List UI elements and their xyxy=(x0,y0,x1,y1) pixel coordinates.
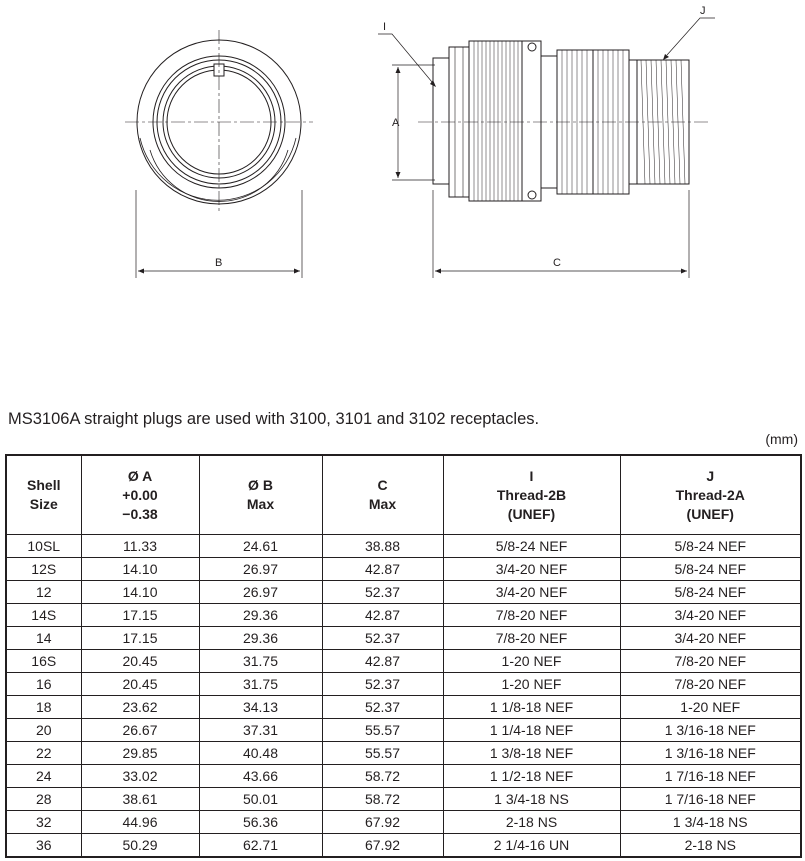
table-header-row xyxy=(6,455,801,535)
cell-dia-b: 43.66 xyxy=(199,765,322,788)
cell-shell-size: 16 xyxy=(6,673,81,696)
cell-i-thread: 3/4-20 NEF xyxy=(443,558,620,581)
cell-dia-b: 62.71 xyxy=(199,834,322,858)
cell-c-max: 58.72 xyxy=(322,788,443,811)
cell-dia-a: 20.45 xyxy=(81,673,199,696)
cell-shell-size: 18 xyxy=(6,696,81,719)
cell-j-thread: 1 3/16-18 NEF xyxy=(620,742,801,765)
cell-dia-b: 26.97 xyxy=(199,558,322,581)
cell-dia-b: 34.13 xyxy=(199,696,322,719)
cell-shell-size: 24 xyxy=(6,765,81,788)
cell-dia-b: 31.75 xyxy=(199,650,322,673)
label-b: B xyxy=(215,257,223,269)
cell-j-thread: 7/8-20 NEF xyxy=(620,673,801,696)
cell-c-max: 52.37 xyxy=(322,627,443,650)
table-row xyxy=(6,696,801,719)
cell-c-max: 67.92 xyxy=(322,834,443,858)
table-row xyxy=(6,627,801,650)
table-body xyxy=(6,535,801,858)
cell-i-thread: 1 1/4-18 NEF xyxy=(443,719,620,742)
table-row xyxy=(6,604,801,627)
cell-dia-a: 29.85 xyxy=(81,742,199,765)
cell-i-thread: 1-20 NEF xyxy=(443,650,620,673)
header-dia-a: Ø A +0.00 −0.38 xyxy=(81,455,199,535)
label-j: J xyxy=(700,5,706,17)
header-dia-b: Ø B Max xyxy=(199,455,322,535)
side-view xyxy=(378,18,715,278)
header-i-thread: I Thread-2B (UNEF) xyxy=(443,455,620,535)
cell-dia-a: 17.15 xyxy=(81,604,199,627)
cell-c-max: 67.92 xyxy=(322,811,443,834)
cell-j-thread: 3/4-20 NEF xyxy=(620,627,801,650)
cell-j-thread: 5/8-24 NEF xyxy=(620,558,801,581)
cell-shell-size: 12S xyxy=(6,558,81,581)
cell-dia-b: 56.36 xyxy=(199,811,322,834)
label-i: I xyxy=(383,21,387,33)
cell-i-thread: 7/8-20 NEF xyxy=(443,627,620,650)
cell-dia-a: 38.61 xyxy=(81,788,199,811)
cell-shell-size: 10SL xyxy=(6,535,81,558)
cell-i-thread: 2-18 NS xyxy=(443,811,620,834)
cell-shell-size: 36 xyxy=(6,834,81,858)
cell-j-thread: 1-20 NEF xyxy=(620,696,801,719)
cell-dia-a: 26.67 xyxy=(81,719,199,742)
cell-c-max: 58.72 xyxy=(322,765,443,788)
cell-i-thread: 3/4-20 NEF xyxy=(443,581,620,604)
cell-shell-size: 14S xyxy=(6,604,81,627)
cell-c-max: 52.37 xyxy=(322,696,443,719)
label-a: A xyxy=(392,117,400,129)
table-row xyxy=(6,558,801,581)
table-row xyxy=(6,535,801,558)
header-j-thread: J Thread-2A (UNEF) xyxy=(620,455,801,535)
cell-shell-size: 14 xyxy=(6,627,81,650)
cell-dia-a: 14.10 xyxy=(81,558,199,581)
cell-j-thread: 2-18 NS xyxy=(620,834,801,858)
cell-dia-b: 24.61 xyxy=(199,535,322,558)
cell-j-thread: 1 3/16-18 NEF xyxy=(620,719,801,742)
cell-i-thread: 1 3/8-18 NEF xyxy=(443,742,620,765)
cell-c-max: 42.87 xyxy=(322,604,443,627)
table-row xyxy=(6,650,801,673)
cell-j-thread: 1 3/4-18 NS xyxy=(620,811,801,834)
cell-dia-b: 37.31 xyxy=(199,719,322,742)
header-shell-size: Shell Size xyxy=(6,455,81,535)
cell-dia-b: 50.01 xyxy=(199,788,322,811)
cell-dia-b: 31.75 xyxy=(199,673,322,696)
cell-i-thread: 1 1/2-18 NEF xyxy=(443,765,620,788)
cell-j-thread: 3/4-20 NEF xyxy=(620,604,801,627)
table-row xyxy=(6,581,801,604)
cell-dia-a: 14.10 xyxy=(81,581,199,604)
cell-shell-size: 28 xyxy=(6,788,81,811)
cell-c-max: 42.87 xyxy=(322,558,443,581)
cell-dia-a: 11.33 xyxy=(81,535,199,558)
table-row xyxy=(6,811,801,834)
dimension-table xyxy=(5,454,802,858)
table-row xyxy=(6,742,801,765)
table-row xyxy=(6,834,801,858)
cell-c-max: 38.88 xyxy=(322,535,443,558)
cell-dia-a: 17.15 xyxy=(81,627,199,650)
cell-shell-size: 20 xyxy=(6,719,81,742)
cell-c-max: 55.57 xyxy=(322,719,443,742)
cell-c-max: 55.57 xyxy=(322,742,443,765)
cell-i-thread: 7/8-20 NEF xyxy=(443,604,620,627)
technical-drawing xyxy=(0,0,805,300)
cell-i-thread: 5/8-24 NEF xyxy=(443,535,620,558)
cell-dia-b: 29.36 xyxy=(199,627,322,650)
unit-label: (mm) xyxy=(765,431,798,447)
cell-j-thread: 5/8-24 NEF xyxy=(620,535,801,558)
cell-c-max: 42.87 xyxy=(322,650,443,673)
cell-dia-a: 33.02 xyxy=(81,765,199,788)
cell-shell-size: 12 xyxy=(6,581,81,604)
front-view xyxy=(125,30,313,278)
cell-dia-a: 23.62 xyxy=(81,696,199,719)
cell-shell-size: 22 xyxy=(6,742,81,765)
cell-j-thread: 5/8-24 NEF xyxy=(620,581,801,604)
cell-c-max: 52.37 xyxy=(322,581,443,604)
cell-c-max: 52.37 xyxy=(322,673,443,696)
cell-j-thread: 1 7/16-18 NEF xyxy=(620,788,801,811)
cell-dia-b: 40.48 xyxy=(199,742,322,765)
cell-shell-size: 32 xyxy=(6,811,81,834)
cell-j-thread: 7/8-20 NEF xyxy=(620,650,801,673)
header-c: C Max xyxy=(322,455,443,535)
cell-dia-b: 29.36 xyxy=(199,604,322,627)
cell-i-thread: 1 3/4-18 NS xyxy=(443,788,620,811)
label-c: C xyxy=(553,257,561,269)
cell-i-thread: 2 1/4-16 UN xyxy=(443,834,620,858)
table-row xyxy=(6,673,801,696)
table-row xyxy=(6,765,801,788)
cell-dia-a: 50.29 xyxy=(81,834,199,858)
cell-i-thread: 1-20 NEF xyxy=(443,673,620,696)
cell-dia-a: 20.45 xyxy=(81,650,199,673)
usage-note: MS3106A straight plugs are used with 3100, 3101 and 3102 receptacles. xyxy=(8,410,540,428)
table-row xyxy=(6,719,801,742)
table-row xyxy=(6,788,801,811)
cell-shell-size: 16S xyxy=(6,650,81,673)
cell-j-thread: 1 7/16-18 NEF xyxy=(620,765,801,788)
cell-dia-a: 44.96 xyxy=(81,811,199,834)
cell-i-thread: 1 1/8-18 NEF xyxy=(443,696,620,719)
cell-dia-b: 26.97 xyxy=(199,581,322,604)
